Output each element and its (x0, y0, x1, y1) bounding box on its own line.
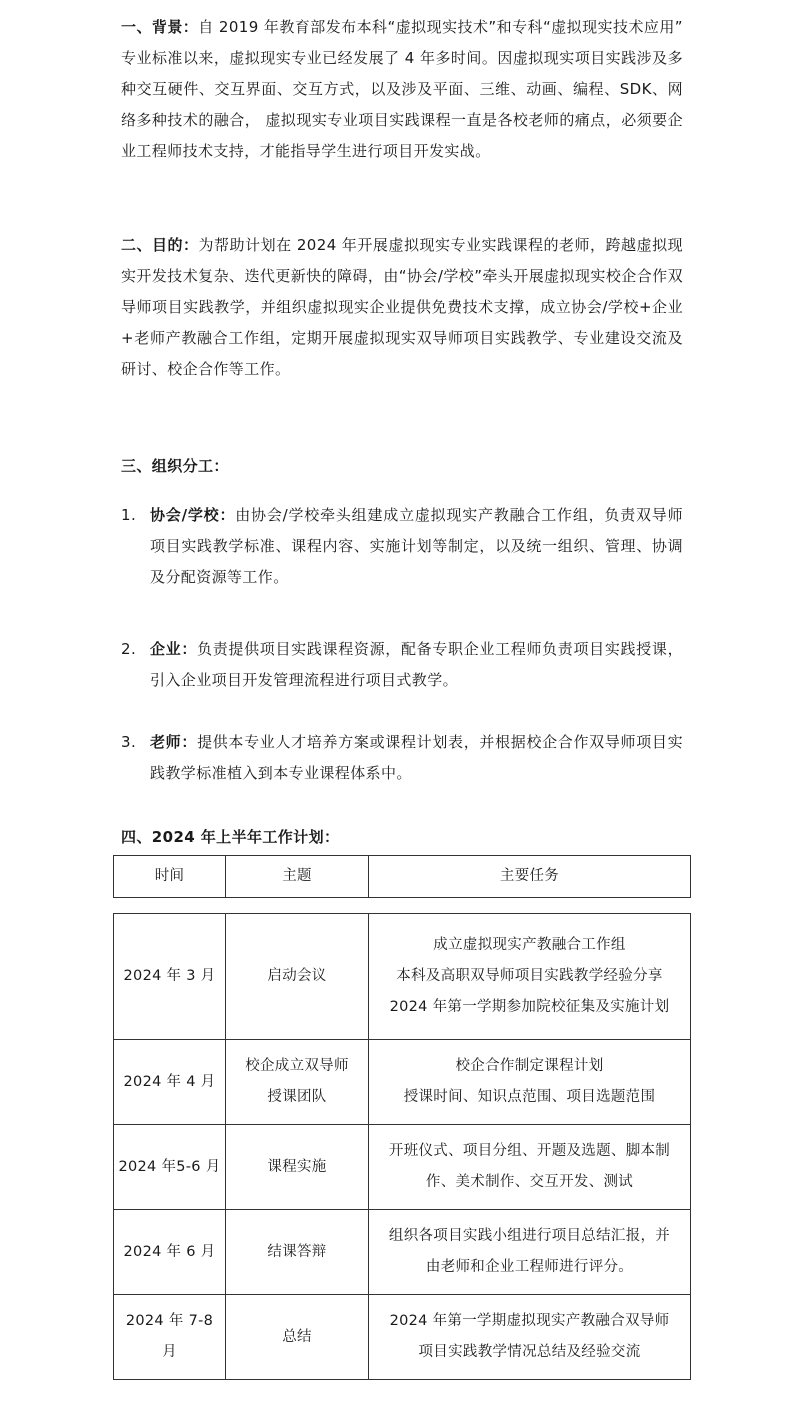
header-theme: 主题 (226, 856, 369, 898)
item-number: 1. (121, 506, 137, 524)
row-tasks: 2024 年第一学期虚拟现实产教融合双导师 项目实践教学情况总结及经验交流 (369, 1295, 691, 1380)
organization-item-3 (121, 727, 683, 789)
table-row (114, 1210, 691, 1295)
plan-heading: 四、2024 年上半年工作计划： (121, 828, 340, 846)
plan-header-table (113, 855, 691, 898)
row-theme: 启动会议 (226, 914, 369, 1040)
organization-heading: 三、组织分工： (121, 457, 229, 475)
table-row (114, 1295, 691, 1380)
item-text: 由协会/学校牵头组建成立虚拟现实产教融合工作组，负责双导师项目实践教学标准、课程内容、实施计划等制定，以及统一组织、管理、协调及分配资源等工作。 (150, 506, 683, 586)
row-time: 2024 年 6 月 (114, 1210, 226, 1295)
row-time: 2024 年5-6 月 (114, 1125, 226, 1210)
row-time: 2024 年 4 月 (114, 1040, 226, 1125)
item-label: 企业： (150, 640, 198, 658)
organization-item-1 (121, 500, 683, 593)
background-label: 一、背景： (121, 18, 199, 36)
item-number: 2. (121, 640, 137, 658)
row-theme: 课程实施 (226, 1125, 369, 1210)
item-label: 老师： (150, 733, 198, 751)
item-text: 负责提供项目实践课程资源，配备专职企业工程师负责项目实践授课，引入企业项目开发管理流程进行项目式教学。 (150, 640, 684, 689)
organization-item-2 (121, 634, 683, 696)
row-theme: 结课答辩 (226, 1210, 369, 1295)
purpose-paragraph (121, 230, 683, 385)
table-row (114, 1040, 691, 1125)
row-tasks: 组织各项目实践小组进行项目总结汇报，并 由老师和企业工程师进行评分。 (369, 1210, 691, 1295)
row-theme: 校企成立双导师 授课团队 (226, 1040, 369, 1125)
header-tasks: 主要任务 (369, 856, 691, 898)
row-time: 2024 年 7-8 月 (114, 1295, 226, 1380)
purpose-text: 为帮助计划在 2024 年开展虚拟现实专业实践课程的老师，跨越虚拟现实开发技术复杂、迭代更新快的障碍，由“协会/学校”牵头开展虚拟现实校企合作双导师项目实践教学，并组织虚拟现实企业提供免费技术支撑，成立协会/学校+企业+老师产教融合工作组，定期开展虚拟现实双导师项目实践教学、专业建设交流及研讨、校企合作等工作。 (121, 236, 683, 378)
row-tasks: 成立虚拟现实产教融合工作组 本科及高职双导师项目实践教学经验分享 2024 年第一学期参加院校征集及实施计划 (369, 914, 691, 1040)
table-header-row (114, 856, 691, 898)
background-paragraph (121, 12, 683, 167)
row-tasks: 校企合作制定课程计划 授课时间、知识点范围、项目选题范围 (369, 1040, 691, 1125)
header-time: 时间 (114, 856, 226, 898)
item-label: 协会/学校： (150, 506, 236, 524)
item-text: 提供本专业人才培养方案或课程计划表，并根据校企合作双导师项目实践教学标准植入到本专业课程体系中。 (150, 733, 684, 782)
row-tasks: 开班仪式、项目分组、开题及选题、脚本制 作、美术制作、交互开发、测试 (369, 1125, 691, 1210)
table-row (114, 914, 691, 1040)
purpose-label: 二、目的： (121, 236, 199, 254)
item-number: 3. (121, 733, 137, 751)
background-text: 自 2019 年教育部发布本科“虚拟现实技术”和专科“虚拟现实技术应用” 专业标准以来，虚拟现实专业已经发展了 4 年多时间。因虚拟现实项目实践涉及多种交互硬件、交互界面、交互方式，以及涉及平面、三维、动画、编程、SDK、网络多种技术的融合， 虚拟现实专业项目实践课程一直是各校老师的痛点，必须要企业工程师技术支持，才能指导学生进行项目开发实战。 (121, 18, 683, 160)
table-row (114, 1125, 691, 1210)
row-theme: 总结 (226, 1295, 369, 1380)
row-time: 2024 年 3 月 (114, 914, 226, 1040)
plan-table (113, 913, 691, 1380)
